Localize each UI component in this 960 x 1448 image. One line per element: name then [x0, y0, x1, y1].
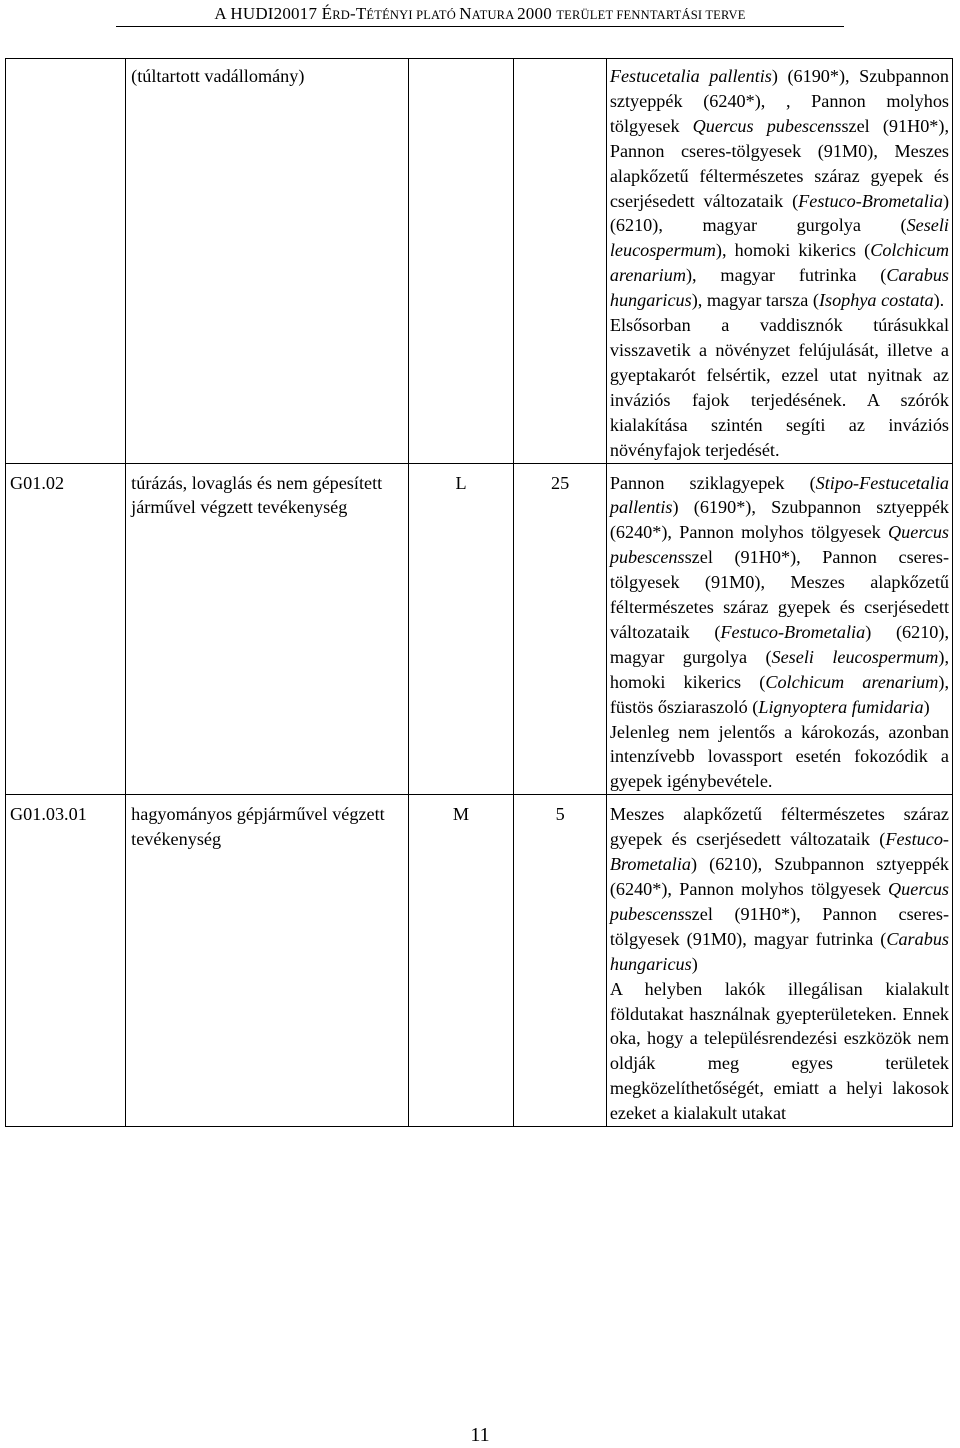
description-cell: [606, 463, 952, 795]
activity-label: hagyományos gépjárművel végzett tevékenység: [131, 804, 385, 850]
description-text: ): [923, 696, 930, 717]
description-text: ), magyar tarsza (: [691, 290, 819, 311]
header-part: A HUDI20017 É: [214, 4, 333, 23]
description-text: ) (6210), magyar gurgolya (: [609, 621, 950, 667]
activity-cell: [126, 463, 408, 795]
description-text: ): [691, 953, 698, 974]
species-name: Colchicum arenarium: [765, 671, 939, 692]
rank-cell: [408, 59, 514, 464]
affected-features: [610, 64, 949, 313]
description-text: szel (91H0*), Pannon cseres-tölgyesek (91M0), magyar futrinka (: [609, 903, 949, 949]
threat-code: G01.03.01: [10, 804, 87, 825]
species-name: Seseli leucospermum: [609, 215, 949, 261]
description-text: ), füstös őszіaraszoló (: [609, 671, 949, 717]
species-name: Quercus pubescens: [692, 115, 842, 136]
species-name: Quercus pubescens: [609, 879, 949, 924]
header-part: -T: [349, 4, 367, 23]
threat-code-cell: [6, 463, 126, 795]
description-text: szel (91H0*), Pannon cseres-tölgyesek (91M0), Meszes alapkőzetű féltermészetes száraz gyepek és cserjésedett változataik (: [609, 115, 949, 211]
species-name: Festuco-Brometalia: [609, 829, 949, 875]
description-text: ), magyar futrinka (: [685, 265, 887, 286]
species-name: Festuco-Brometalia: [720, 621, 866, 642]
percent-cell: [514, 795, 606, 1127]
species-name: Festucetalia pallentis: [609, 66, 772, 86]
species-name: Festuco-Brometalia: [798, 190, 943, 211]
affected-features: [610, 802, 949, 976]
description-text: ) (6210), magyar gurgolya (: [609, 190, 949, 236]
species-name: Stipo-Festucetalia pallentis: [609, 472, 949, 518]
description-text: ) (6190*), Szubpannon sztyeppék (6240*), Pannon molyhos tölgyesek: [609, 497, 949, 543]
description-text: ), homoki kikerics (: [715, 240, 871, 261]
percent-cell: [514, 59, 606, 464]
activity-label: (túltartott vadállomány): [131, 66, 305, 86]
threat-code-cell: [6, 59, 126, 464]
table-row: [6, 59, 953, 464]
header-part: 2000: [517, 4, 557, 23]
header-part: ATURA: [471, 8, 518, 22]
threat-code-cell: [6, 795, 126, 1127]
species-name: Seseli leucospermum: [771, 646, 939, 667]
rank-value: L: [455, 472, 467, 493]
table-row: [6, 795, 953, 1127]
species-name: Colchicum arenarium: [609, 240, 949, 286]
percent-value: 25: [551, 472, 570, 493]
impact-note: A helyben lakók illegálisan kialakult földutakat használnak gyepterületeken. Ennek oka, hogy a településrendezési eszközök nem oldják meg egyes területek megközelíthetőségét, emiatt a helyi lakosok ezeket a kialakult utakat: [609, 978, 949, 1124]
species-name: Carabus hungaricus: [609, 928, 949, 974]
affected-features: [610, 471, 949, 720]
description-text: ) (6190*), Szubpannon sztyeppék (6240*), , Pannon molyhos tölgyesek: [609, 66, 949, 136]
description-text: ), homoki kikerics (: [609, 646, 949, 692]
header-part: N: [459, 4, 472, 23]
header-part: RD: [332, 8, 350, 22]
description-cell: [606, 59, 952, 464]
threats-table: [5, 58, 953, 1127]
rank-cell: [408, 463, 514, 795]
description-text: ) (6210), Szubpannon sztyeppék (6240*), Pannon molyhos tölgyesek: [609, 854, 949, 899]
species-name: Isophya costata: [818, 290, 934, 311]
activity-label: túrázás, lovaglás és nem gépesített járművel végzett tevékenység: [131, 472, 383, 518]
description-text: ).: [933, 290, 945, 311]
rank-value: M: [452, 804, 470, 825]
species-name: Carabus hungaricus: [609, 265, 949, 311]
rank-cell: [408, 795, 514, 1127]
description-text: Meszes alapkőzetű féltermészetes száraz gyepek és cserjésedett változataik (: [609, 804, 949, 850]
species-name: Quercus pubescens: [609, 522, 949, 568]
impact-note: Jelenleg nem jelentős a károkozás, azonban intenzívebb lovassport esetén fokozódik a gyepek igénybevétele.: [609, 721, 949, 792]
description-cell: [606, 795, 952, 1127]
description-text: Pannon sziklagyepek (: [609, 472, 816, 493]
header-part: ÉTÉNYI PLATÓ: [366, 8, 460, 22]
percent-value: 5: [555, 804, 565, 825]
species-name: Lignyoptera fumidaria: [758, 696, 924, 717]
table-row: [6, 463, 953, 795]
percent-cell: [514, 463, 606, 795]
running-header: [0, 4, 960, 24]
impact-note: Elsősorban a vaddisznók túrásukkal visszavetik a növényzet felújulását, illetve a gyeptakarót felsértik, ezzel utat nyitnak az inváziós fajok terjedésének. A szórók kialakítása szintén segíti az inváziós növényfajok terjedését.: [609, 315, 949, 460]
header-rule: [116, 26, 844, 27]
description-text: szel (91H0*), Pannon cseres-tölgyesek (91M0), Meszes alapkőzetű féltermészetes száraz gyepek és cserjésedett változataik (: [609, 547, 949, 642]
activity-cell: [126, 59, 408, 464]
header-part: TERÜLET FENNTARTÁSI TERVE: [556, 8, 746, 22]
threat-code: G01.02: [10, 472, 65, 493]
activity-cell: [126, 795, 408, 1127]
page-number: 11: [470, 1424, 490, 1446]
